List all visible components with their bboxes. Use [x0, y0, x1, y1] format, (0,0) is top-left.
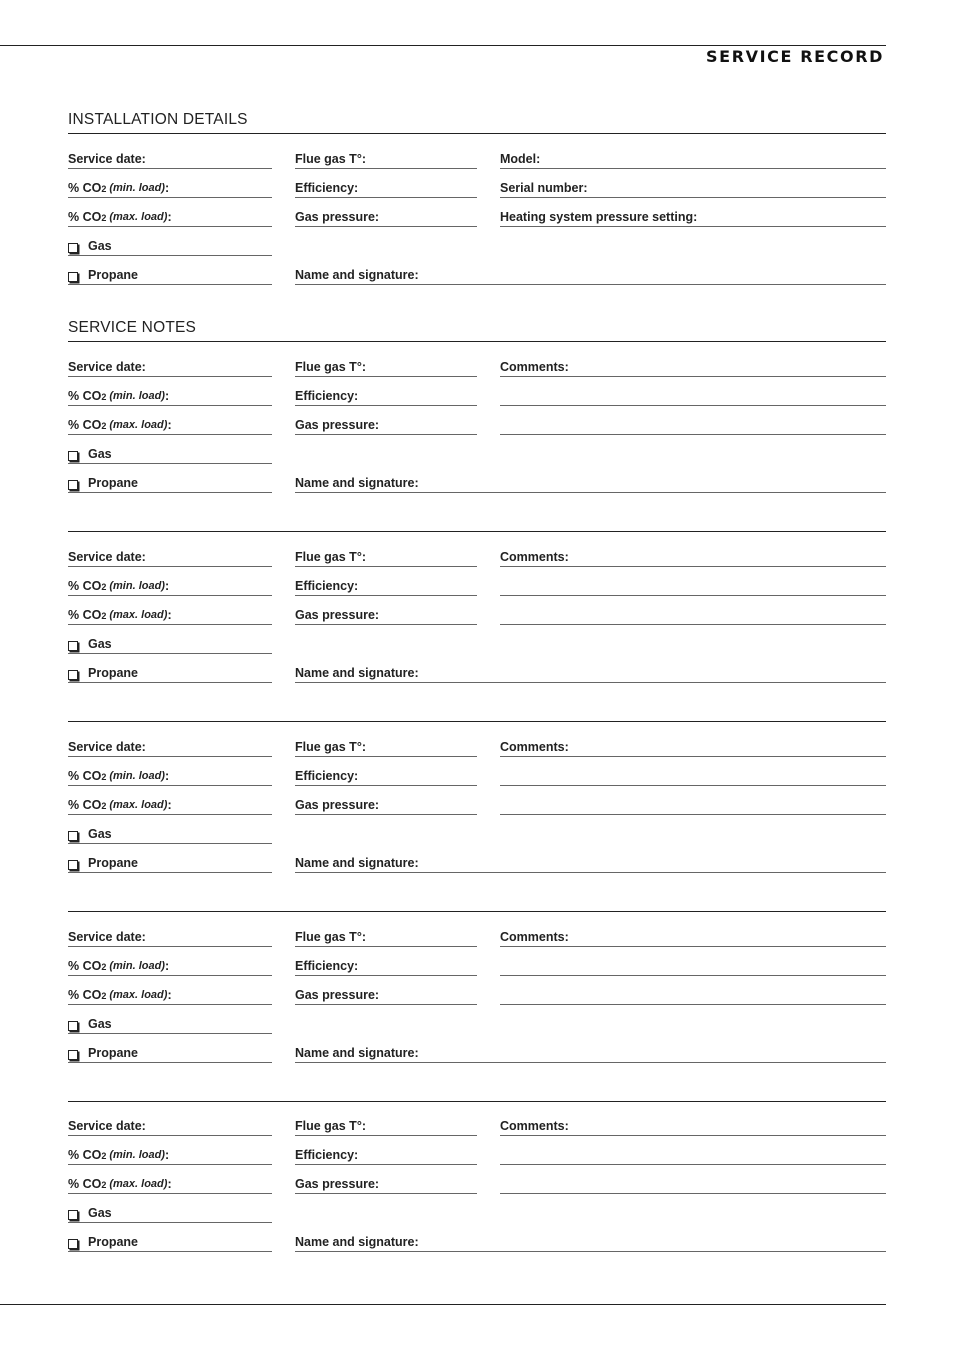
propane-checkbox-icon[interactable]	[68, 670, 78, 680]
efficiency-field[interactable]	[295, 1144, 477, 1165]
propane-label: Propane	[88, 856, 139, 870]
service-date-field[interactable]	[68, 148, 272, 169]
propane-option[interactable]	[68, 472, 272, 493]
comments-field[interactable]	[500, 926, 886, 947]
installation-heading-rule	[68, 133, 886, 134]
propane-label: Propane	[88, 666, 139, 680]
co2-label: % CO	[68, 798, 102, 812]
efficiency-field[interactable]	[295, 177, 477, 198]
gas-checkbox-icon[interactable]	[68, 831, 78, 841]
name-signature-field[interactable]	[295, 472, 886, 493]
service-entry	[0, 546, 954, 686]
co2-min-load-field[interactable]	[68, 177, 272, 198]
max-load-label: (max. load)	[109, 799, 168, 811]
efficiency-label: Efficiency:	[295, 959, 359, 973]
flue-gas-temp-field[interactable]	[295, 546, 477, 567]
co2-label: % CO	[68, 418, 102, 432]
gas-option[interactable]	[68, 823, 272, 844]
co2-min-load-field[interactable]	[68, 955, 272, 976]
flue-gas-temp-label: Flue gas T°:	[295, 360, 366, 374]
co2-subscript: 2	[101, 962, 107, 972]
max-load-label: (max. load)	[109, 211, 168, 223]
comments-line[interactable]	[500, 955, 886, 976]
flue-gas-temp-field[interactable]	[295, 148, 477, 169]
gas-pressure-field[interactable]	[295, 984, 477, 1005]
colon: :	[164, 579, 170, 593]
gas-option[interactable]	[68, 235, 272, 256]
propane-option[interactable]	[68, 1231, 272, 1252]
service-date-label: Service date:	[68, 550, 146, 564]
name-signature-field[interactable]	[295, 1042, 886, 1063]
service-date-field[interactable]	[68, 546, 272, 567]
co2-subscript: 2	[101, 611, 107, 621]
co2-label: % CO	[68, 988, 102, 1002]
heating-pressure-label: Heating system pressure setting:	[500, 210, 698, 224]
gas-pressure-label: Gas pressure:	[295, 988, 380, 1002]
co2-subscript: 2	[101, 1180, 107, 1190]
comments-line[interactable]	[500, 984, 886, 1005]
comments-line[interactable]	[500, 414, 886, 435]
co2-subscript: 2	[101, 772, 107, 782]
flue-gas-temp-field[interactable]	[295, 1115, 477, 1136]
efficiency-field[interactable]	[295, 765, 477, 786]
co2-max-load-field[interactable]	[68, 206, 272, 227]
service-date-label: Service date:	[68, 1119, 146, 1133]
min-load-label: (min. load)	[109, 580, 165, 592]
bottom-rule	[0, 1304, 886, 1305]
comments-line[interactable]	[500, 385, 886, 406]
comments-label: Comments:	[500, 930, 569, 944]
gas-pressure-label: Gas pressure:	[295, 798, 380, 812]
propane-label: Propane	[88, 476, 139, 490]
comments-label: Comments:	[500, 550, 569, 564]
comments-line[interactable]	[500, 1144, 886, 1165]
comments-line[interactable]	[500, 575, 886, 596]
serial-number-label: Serial number:	[500, 181, 588, 195]
flue-gas-temp-field[interactable]	[295, 926, 477, 947]
comments-label: Comments:	[500, 1119, 569, 1133]
gas-pressure-field[interactable]	[295, 794, 477, 815]
flue-gas-temp-field[interactable]	[295, 356, 477, 377]
colon: :	[164, 389, 170, 403]
service-entry	[0, 356, 954, 496]
min-load-label: (min. load)	[109, 1149, 165, 1161]
comments-field[interactable]	[500, 546, 886, 567]
co2-subscript: 2	[101, 421, 107, 431]
co2-label: % CO	[68, 1148, 102, 1162]
gas-pressure-field[interactable]	[295, 414, 477, 435]
comments-label: Comments:	[500, 740, 569, 754]
comments-line[interactable]	[500, 794, 886, 815]
propane-option[interactable]	[68, 852, 272, 873]
co2-subscript: 2	[101, 991, 107, 1001]
co2-subscript: 2	[101, 184, 107, 194]
colon: :	[167, 210, 172, 224]
flue-gas-temp-label: Flue gas T°:	[295, 1119, 366, 1133]
efficiency-label: Efficiency:	[295, 181, 359, 195]
service-date-label: Service date:	[68, 740, 146, 754]
efficiency-label: Efficiency:	[295, 1148, 359, 1162]
min-load-label: (min. load)	[109, 770, 165, 782]
gas-pressure-label: Gas pressure:	[295, 608, 380, 622]
service-notes-heading: SERVICE NOTES	[68, 319, 197, 336]
gas-checkbox-icon[interactable]	[68, 243, 78, 253]
propane-checkbox-icon[interactable]	[68, 860, 78, 870]
co2-label: % CO	[68, 389, 102, 403]
efficiency-label: Efficiency:	[295, 389, 359, 403]
service-entry-rule	[68, 721, 886, 722]
flue-gas-temp-label: Flue gas T°:	[295, 930, 366, 944]
max-load-label: (max. load)	[109, 419, 168, 431]
colon: :	[167, 608, 172, 622]
colon: :	[167, 1177, 172, 1191]
co2-label: % CO	[68, 769, 102, 783]
co2-subscript: 2	[101, 392, 107, 402]
co2-min-load-field[interactable]	[68, 575, 272, 596]
gas-checkbox-icon[interactable]	[68, 451, 78, 461]
co2-subscript: 2	[101, 1151, 107, 1161]
gas-pressure-field[interactable]	[295, 206, 477, 227]
propane-checkbox-icon[interactable]	[68, 1050, 78, 1060]
name-signature-field[interactable]	[295, 264, 886, 285]
name-signature-field[interactable]	[295, 1231, 886, 1252]
name-signature-label: Name and signature:	[295, 856, 419, 870]
installation-details-heading: INSTALLATION DETAILS	[68, 111, 248, 128]
co2-max-load-field[interactable]	[68, 604, 272, 625]
comments-line[interactable]	[500, 1173, 886, 1194]
co2-label: % CO	[68, 579, 102, 593]
model-label: Model:	[500, 152, 541, 166]
max-load-label: (max. load)	[109, 609, 168, 621]
service-date-field[interactable]	[68, 1115, 272, 1136]
document-title: SERVICE RECORD	[706, 47, 884, 66]
colon: :	[164, 769, 170, 783]
propane-checkbox-icon[interactable]	[68, 1239, 78, 1249]
gas-label: Gas	[88, 239, 112, 253]
co2-subscript: 2	[101, 213, 107, 223]
colon: :	[164, 1148, 170, 1162]
service-date-field[interactable]	[68, 736, 272, 757]
co2-min-load-field[interactable]	[68, 1144, 272, 1165]
flue-gas-temp-field[interactable]	[295, 736, 477, 757]
co2-label: % CO	[68, 1177, 102, 1191]
name-signature-label: Name and signature:	[295, 1046, 419, 1060]
service-date-field[interactable]	[68, 926, 272, 947]
name-signature-label: Name and signature:	[295, 268, 419, 282]
flue-gas-temp-label: Flue gas T°:	[295, 740, 366, 754]
propane-checkbox-icon[interactable]	[68, 480, 78, 490]
gas-option[interactable]	[68, 1202, 272, 1223]
service-entry	[0, 926, 954, 1066]
propane-label: Propane	[88, 1046, 139, 1060]
gas-checkbox-icon[interactable]	[68, 641, 78, 651]
service-entry-rule	[68, 1101, 886, 1102]
flue-gas-temp-label: Flue gas T°:	[295, 152, 366, 166]
gas-label: Gas	[88, 637, 112, 651]
gas-option[interactable]	[68, 443, 272, 464]
min-load-label: (min. load)	[109, 390, 165, 402]
colon: :	[167, 418, 172, 432]
gas-pressure-field[interactable]	[295, 1173, 477, 1194]
co2-label: % CO	[68, 959, 102, 973]
gas-label: Gas	[88, 1206, 112, 1220]
propane-label: Propane	[88, 1235, 139, 1249]
efficiency-field[interactable]	[295, 955, 477, 976]
comments-field[interactable]	[500, 736, 886, 757]
co2-subscript: 2	[101, 801, 107, 811]
service-entry	[0, 736, 954, 876]
comments-label: Comments:	[500, 360, 569, 374]
service-entry-rule	[68, 531, 886, 532]
flue-gas-temp-label: Flue gas T°:	[295, 550, 366, 564]
service-date-field[interactable]	[68, 356, 272, 377]
name-signature-label: Name and signature:	[295, 1235, 419, 1249]
comments-field[interactable]	[500, 356, 886, 377]
comments-line[interactable]	[500, 604, 886, 625]
colon: :	[167, 988, 172, 1002]
efficiency-label: Efficiency:	[295, 579, 359, 593]
co2-min-load-field[interactable]	[68, 385, 272, 406]
colon: :	[164, 181, 170, 195]
service-date-label: Service date:	[68, 152, 146, 166]
model-field[interactable]	[500, 148, 886, 169]
serial-number-field[interactable]	[500, 177, 886, 198]
service-date-label: Service date:	[68, 360, 146, 374]
co2-subscript: 2	[101, 582, 107, 592]
comments-line[interactable]	[500, 765, 886, 786]
max-load-label: (max. load)	[109, 989, 168, 1001]
top-rule	[0, 45, 886, 46]
heating-pressure-field[interactable]	[500, 206, 886, 227]
gas-label: Gas	[88, 1017, 112, 1031]
min-load-label: (min. load)	[109, 182, 165, 194]
comments-field[interactable]	[500, 1115, 886, 1136]
propane-option[interactable]	[68, 264, 272, 285]
gas-pressure-label: Gas pressure:	[295, 418, 380, 432]
gas-label: Gas	[88, 827, 112, 841]
service-entry-rule	[68, 911, 886, 912]
co2-label: % CO	[68, 181, 102, 195]
co2-label: % CO	[68, 210, 102, 224]
colon: :	[164, 959, 170, 973]
gas-label: Gas	[88, 447, 112, 461]
name-signature-field[interactable]	[295, 662, 886, 683]
min-load-label: (min. load)	[109, 960, 165, 972]
gas-checkbox-icon[interactable]	[68, 1021, 78, 1031]
name-signature-label: Name and signature:	[295, 476, 419, 490]
service-entry-rule	[68, 341, 886, 342]
co2-max-load-field[interactable]	[68, 984, 272, 1005]
gas-pressure-field[interactable]	[295, 604, 477, 625]
service-date-label: Service date:	[68, 930, 146, 944]
installation-details-block	[0, 148, 954, 288]
name-signature-label: Name and signature:	[295, 666, 419, 680]
co2-min-load-field[interactable]	[68, 765, 272, 786]
gas-pressure-label: Gas pressure:	[295, 1177, 380, 1191]
co2-max-load-field[interactable]	[68, 794, 272, 815]
gas-pressure-label: Gas pressure:	[295, 210, 380, 224]
co2-max-load-field[interactable]	[68, 1173, 272, 1194]
propane-option[interactable]	[68, 1042, 272, 1063]
name-signature-field[interactable]	[295, 852, 886, 873]
gas-checkbox-icon[interactable]	[68, 1210, 78, 1220]
co2-max-load-field[interactable]	[68, 414, 272, 435]
service-entry	[0, 1115, 954, 1255]
propane-checkbox-icon[interactable]	[68, 272, 78, 282]
efficiency-field[interactable]	[295, 575, 477, 596]
max-load-label: (max. load)	[109, 1178, 168, 1190]
gas-option[interactable]	[68, 1013, 272, 1034]
propane-option[interactable]	[68, 662, 272, 683]
efficiency-label: Efficiency:	[295, 769, 359, 783]
propane-label: Propane	[88, 268, 139, 282]
colon: :	[167, 798, 172, 812]
gas-option[interactable]	[68, 633, 272, 654]
efficiency-field[interactable]	[295, 385, 477, 406]
co2-label: % CO	[68, 608, 102, 622]
